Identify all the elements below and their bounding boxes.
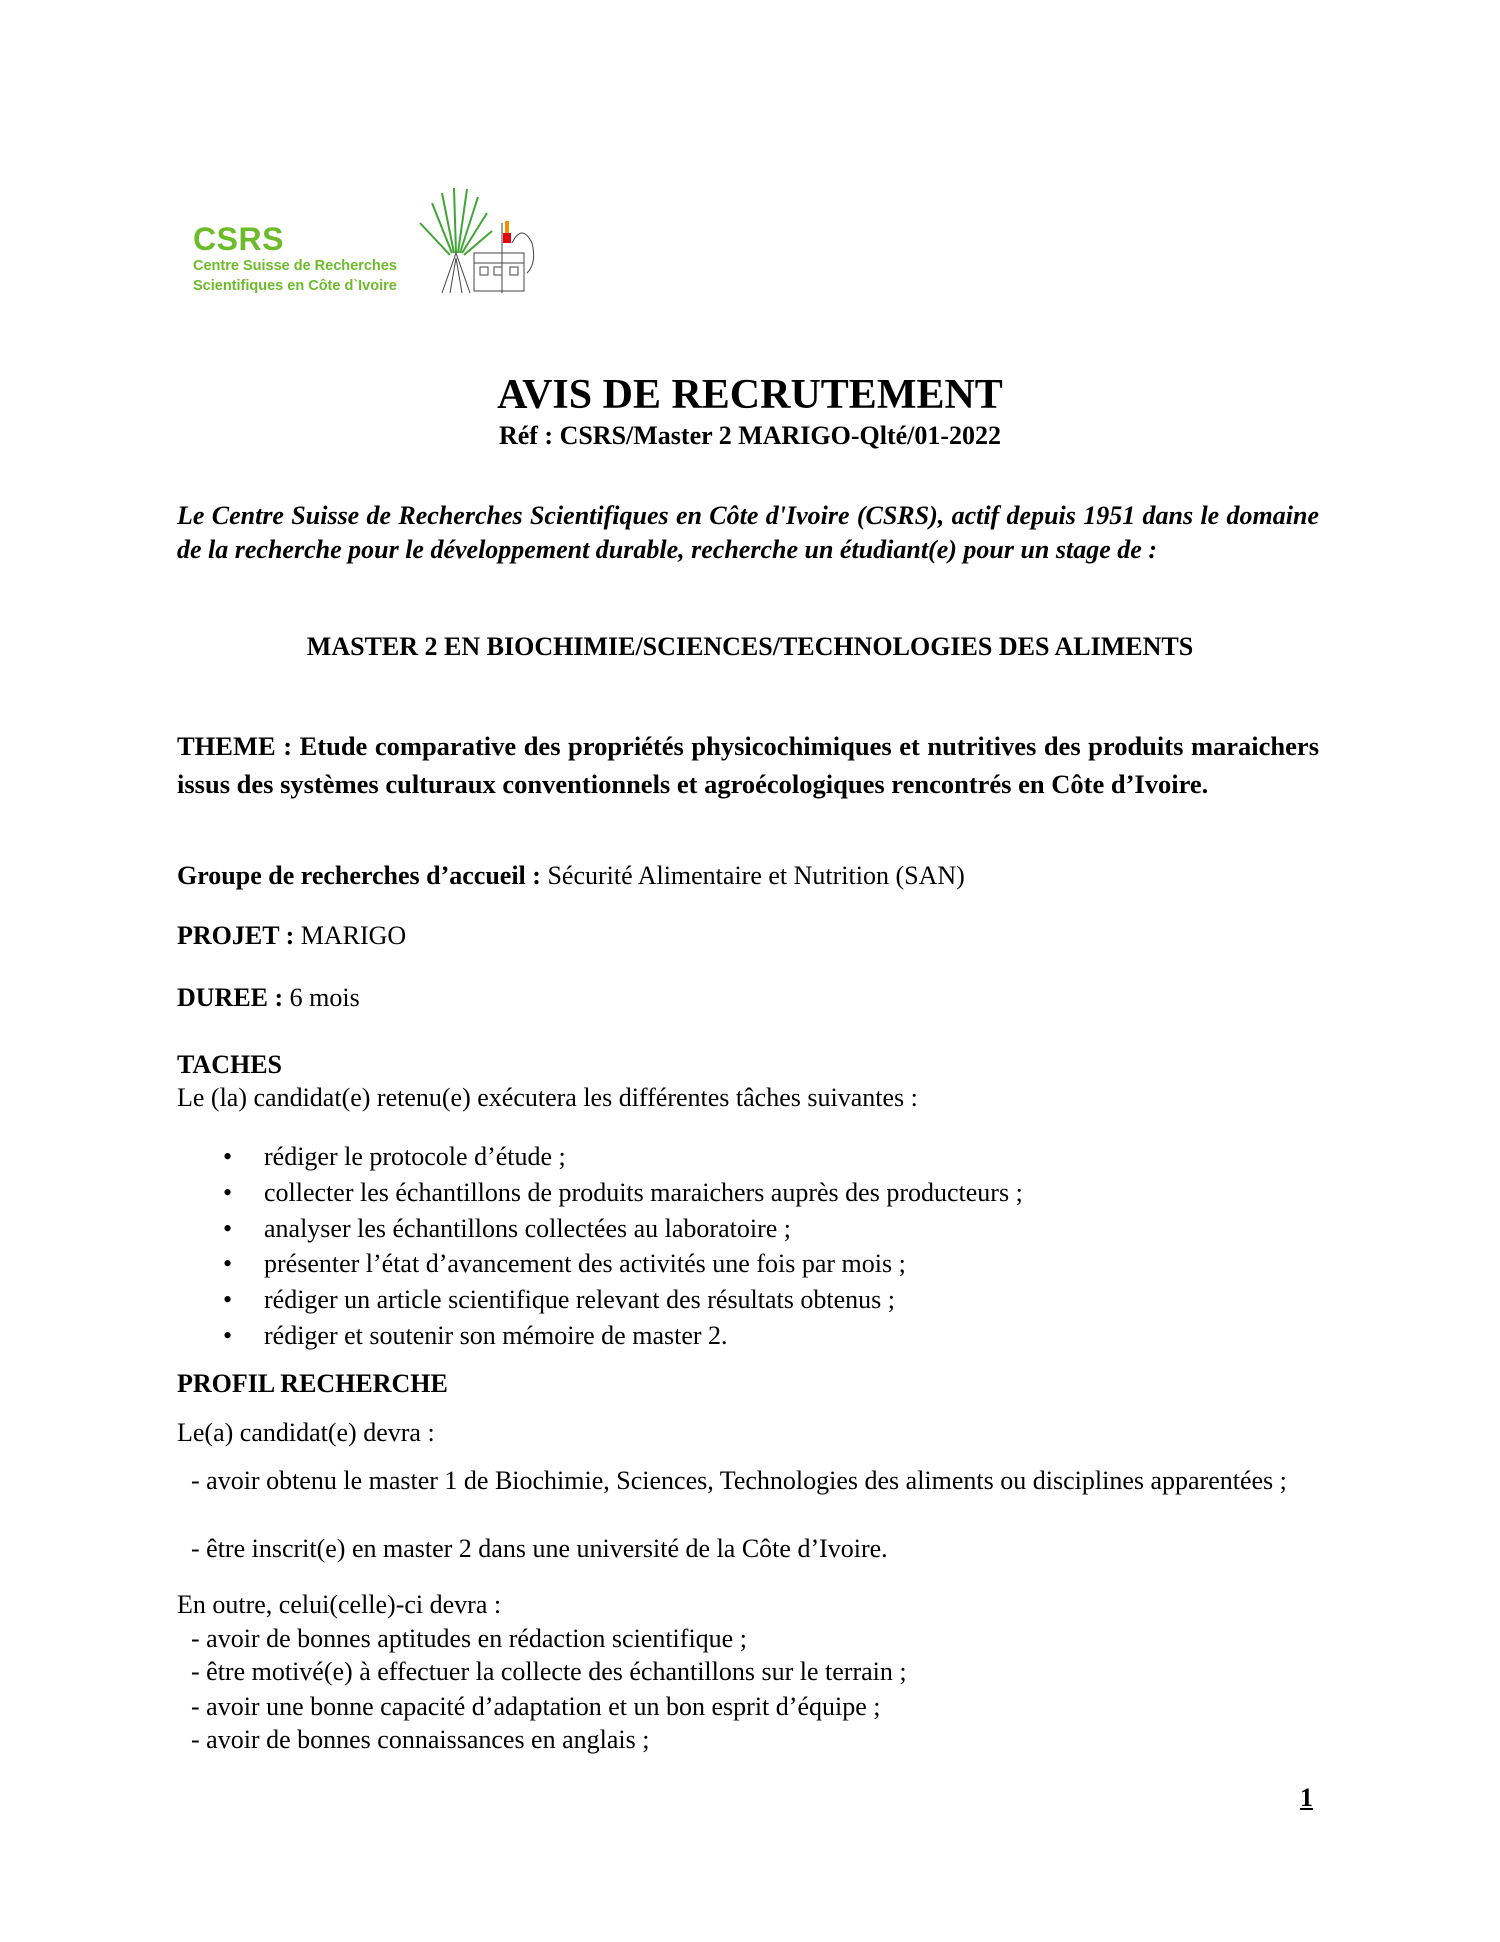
task-text: rédiger et soutenir son mémoire de master 2. (264, 1320, 728, 1350)
bullet-icon: • (223, 1213, 233, 1243)
tasks-list (177, 1140, 1023, 1355)
logo-line1: Centre Suisse de Recherches (193, 258, 397, 274)
logo-acronym: CSRS (193, 221, 284, 257)
duration-value: 6 mois (289, 983, 360, 1012)
list-item: - avoir de bonnes connaissances en anglais ; (191, 1725, 650, 1754)
page-number: 1 (1300, 1783, 1313, 1812)
list-item: - avoir de bonnes aptitudes en rédaction scientifique ; (191, 1624, 747, 1653)
extra-intro: En outre, celui(celle)-ci devra : (177, 1590, 502, 1619)
list-item: - être motivé(e) à effectuer la collecte des échantillons sur le terrain ; (191, 1657, 907, 1686)
bullet-icon: • (223, 1177, 233, 1207)
task-text: présenter l’état d’avancement des activités une fois par mois ; (264, 1249, 906, 1279)
duration (177, 981, 360, 1015)
list-item (177, 1283, 1023, 1319)
list-item (177, 1176, 1023, 1212)
reference: Réf : CSRS/Master 2 MARIGO-Qlté/01-2022 (498, 421, 1002, 450)
list-item (177, 1247, 1023, 1283)
list-item (177, 1212, 1023, 1248)
host-group-label: Groupe de recherches d’accueil : (177, 861, 541, 890)
task-text: rédiger un article scientifique relevant des résultats obtenus ; (264, 1285, 895, 1315)
csrs-logo-text (193, 222, 397, 296)
bullet-icon: • (223, 1249, 233, 1279)
theme-label: THEME : (177, 731, 293, 761)
page-title: AVIS DE RECRUTEMENT (497, 372, 1003, 418)
logo-line2: Scientifiques en Côte d`Ivoire (193, 278, 397, 294)
list-item: - avoir une bonne capacité d’adaptation et un bon esprit d’équipe ; (191, 1692, 881, 1721)
task-text: collecter les échantillons de produits maraichers auprès des producteurs ; (264, 1177, 1023, 1207)
bullet-icon: • (223, 1285, 233, 1315)
bullet-icon: • (223, 1142, 233, 1171)
tasks-intro: Le (la) candidat(e) retenu(e) exécutera les différentes tâches suivantes : (177, 1083, 918, 1112)
host-group (177, 859, 965, 893)
profile-heading: PROFIL RECHERCHE (177, 1369, 448, 1398)
project-label: PROJET : (177, 921, 295, 950)
bullet-icon: • (223, 1320, 233, 1350)
task-text: analyser les échantillons collectées au laboratoire ; (264, 1213, 791, 1243)
profile-requirement-2: - être inscrit(e) en master 2 dans une université de la Côte d’Ivoire. (191, 1534, 888, 1563)
theme-paragraph (177, 727, 1319, 803)
profile-intro: Le(a) candidat(e) devra : (177, 1418, 435, 1447)
host-group-value: Sécurité Alimentaire et Nutrition (SAN) (547, 861, 965, 890)
tasks-heading: TACHES (177, 1050, 282, 1079)
project (177, 919, 406, 953)
position-title: MASTER 2 EN BIOCHIMIE/SCIENCES/TECHNOLOGIES DES ALIMENTS (306, 632, 1194, 661)
project-value: MARIGO (300, 921, 407, 950)
task-text: rédiger le protocole d’étude ; (264, 1142, 566, 1171)
theme-text: Etude comparative des propriétés physicochimiques et nutritives des produits maraichers issus des systèmes culturaux conventionnels et agroécologiques rencontrés en Côte d’Ivoire. (177, 731, 1320, 799)
intro-paragraph: Le Centre Suisse de Recherches Scientifiques en Côte d'Ivoire (CSRS), actif depuis 1951 dans le domaine de la recherche pour le développement durable, recherche un étudiant(e) pour un stage de : (177, 501, 1319, 564)
list-item (177, 1319, 1023, 1355)
duration-label: DUREE : (177, 983, 284, 1012)
profile-requirement-1: - avoir obtenu le master 1 de Biochimie, Sciences, Technologies des aliments ou disciplines apparentées ; (191, 1466, 1287, 1495)
list-item (177, 1140, 1023, 1176)
csrs-logo-illustration-icon (412, 183, 537, 298)
